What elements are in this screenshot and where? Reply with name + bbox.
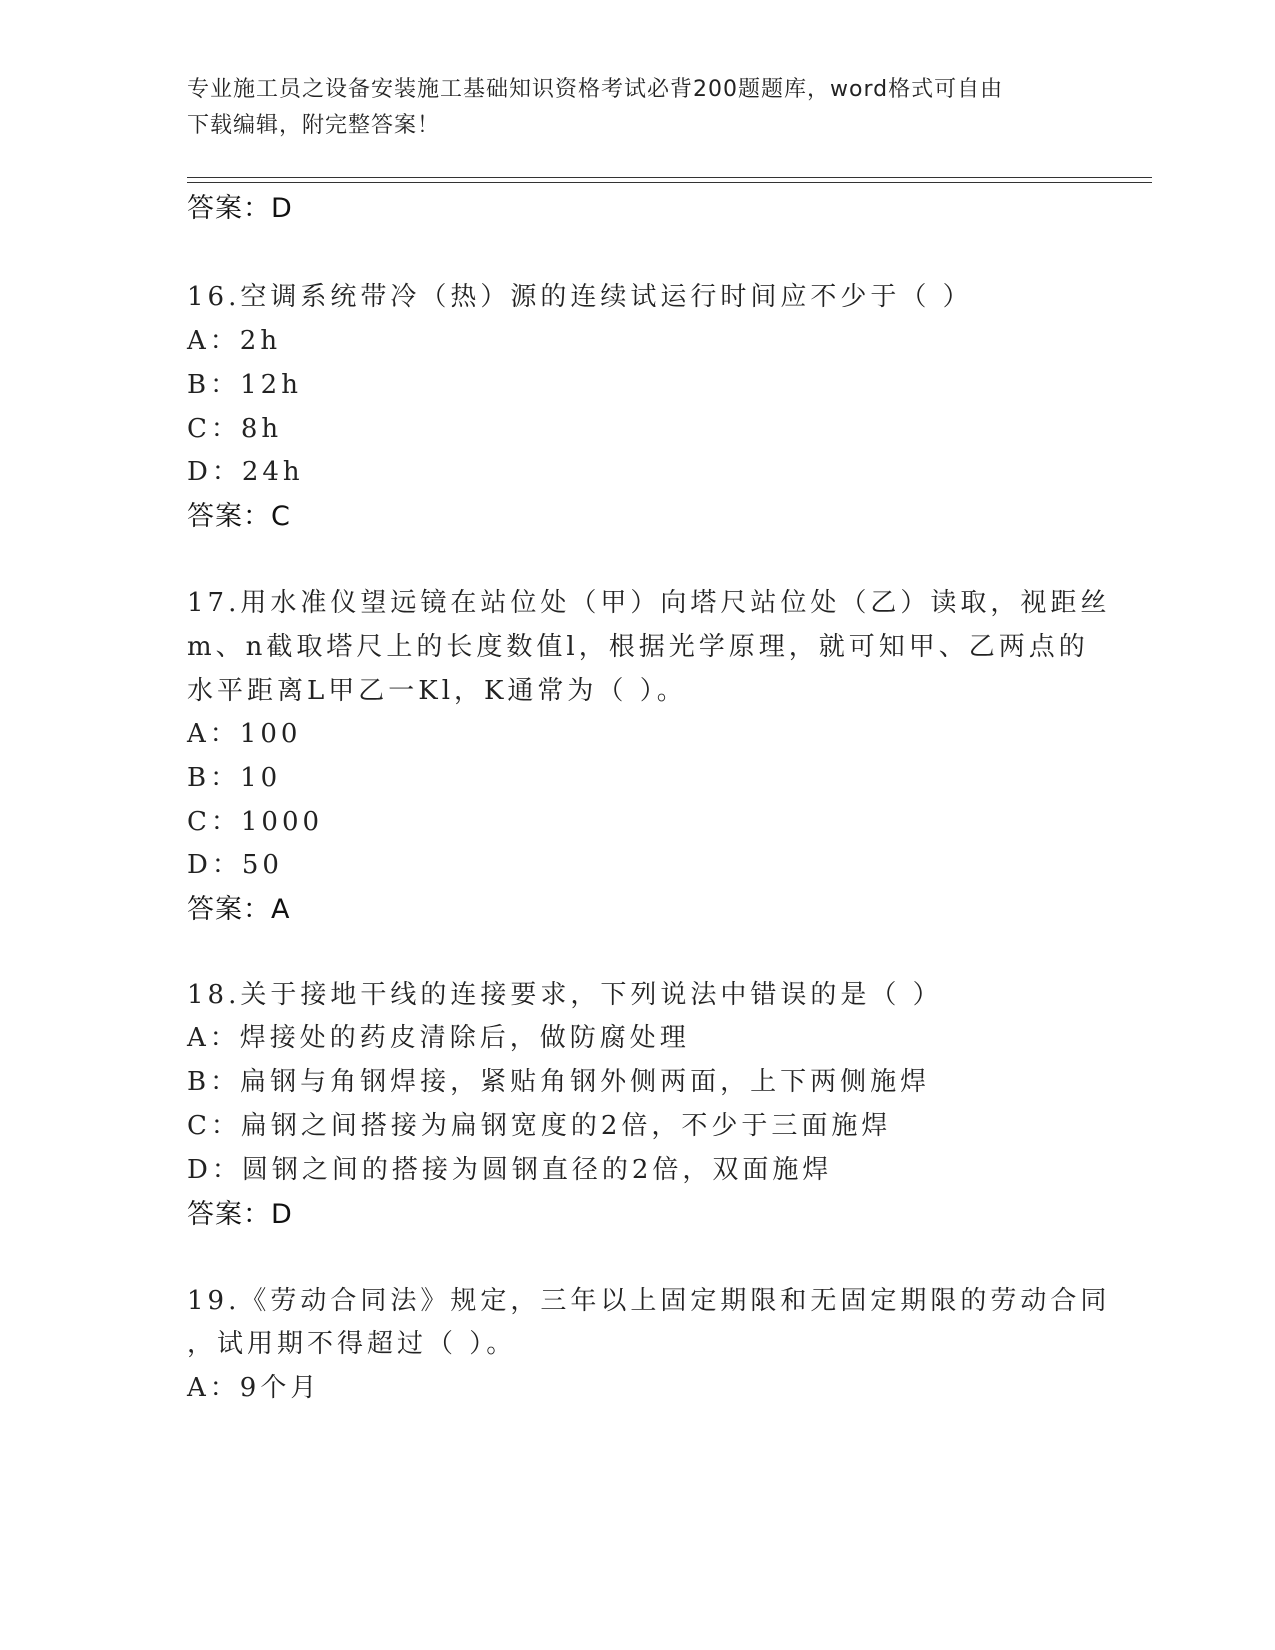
question-16-option-b: B：12h (187, 370, 302, 400)
question-17-stem-line-1: 17.用水准仪望远镜在站位处（甲）向塔尺站位处（乙）读取，视距丝 (187, 588, 1111, 618)
question-16-answer: 答案：C (187, 501, 291, 532)
question-19-stem-line-2: ，试用期不得超过（ ）。 (187, 1329, 517, 1359)
question-17-answer: 答案：A (187, 894, 291, 925)
question-18-option-b: B：扁钢与角钢焊接，紧贴角钢外侧两面，上下两侧施焊 (187, 1067, 931, 1097)
question-18-option-a: A：焊接处的药皮清除后，做防腐处理 (187, 1023, 690, 1053)
question-16-stem: 16.空调系统带冷（热）源的连续试运行时间应不少于（ ） (187, 282, 973, 312)
question-18-answer: 答案：D (187, 1199, 293, 1230)
question-18-option-c: C：扁钢之间搭接为扁钢宽度的2倍，不少于三面施焊 (187, 1111, 892, 1141)
question-19-option-a: A：9个月 (187, 1373, 321, 1403)
question-18-option-d: D：圆钢之间的搭接为圆钢直径的2倍，双面施焊 (187, 1155, 833, 1185)
header-line-2: 下载编辑，附完整答案！ (187, 113, 441, 138)
question-16-option-d: D：24h (187, 457, 304, 487)
question-16-option-a: A：2h (187, 326, 282, 356)
question-17-option-d: D：50 (187, 850, 283, 880)
document-header (187, 72, 1087, 144)
header-line-1: 专业施工员之设备安装施工基础知识资格考试必背200题题库，word格式可自由 (187, 77, 1004, 102)
question-16-option-c: C：8h (187, 414, 283, 444)
question-18-stem: 18.关于接地干线的连接要求，下列说法中错误的是（ ） (187, 980, 943, 1010)
header-divider-top (187, 177, 1152, 178)
question-19-stem-line-1: 19.《劳动合同法》规定，三年以上固定期限和无固定期限的劳动合同 (187, 1286, 1111, 1316)
question-17-stem-line-2: m、n截取塔尺上的长度数值l，根据光学原理，就可知甲、乙两点的 (187, 632, 1089, 662)
question-17-stem-line-3: 水平距离L甲乙一Kl，K通常为（ ）。 (187, 676, 687, 706)
question-17-option-b: B：10 (187, 763, 282, 793)
question-17-option-c: C：1000 (187, 807, 324, 837)
answer-line: 答案：D (187, 193, 293, 224)
question-17-option-a: A：100 (187, 719, 302, 749)
header-divider-bottom (187, 182, 1152, 183)
